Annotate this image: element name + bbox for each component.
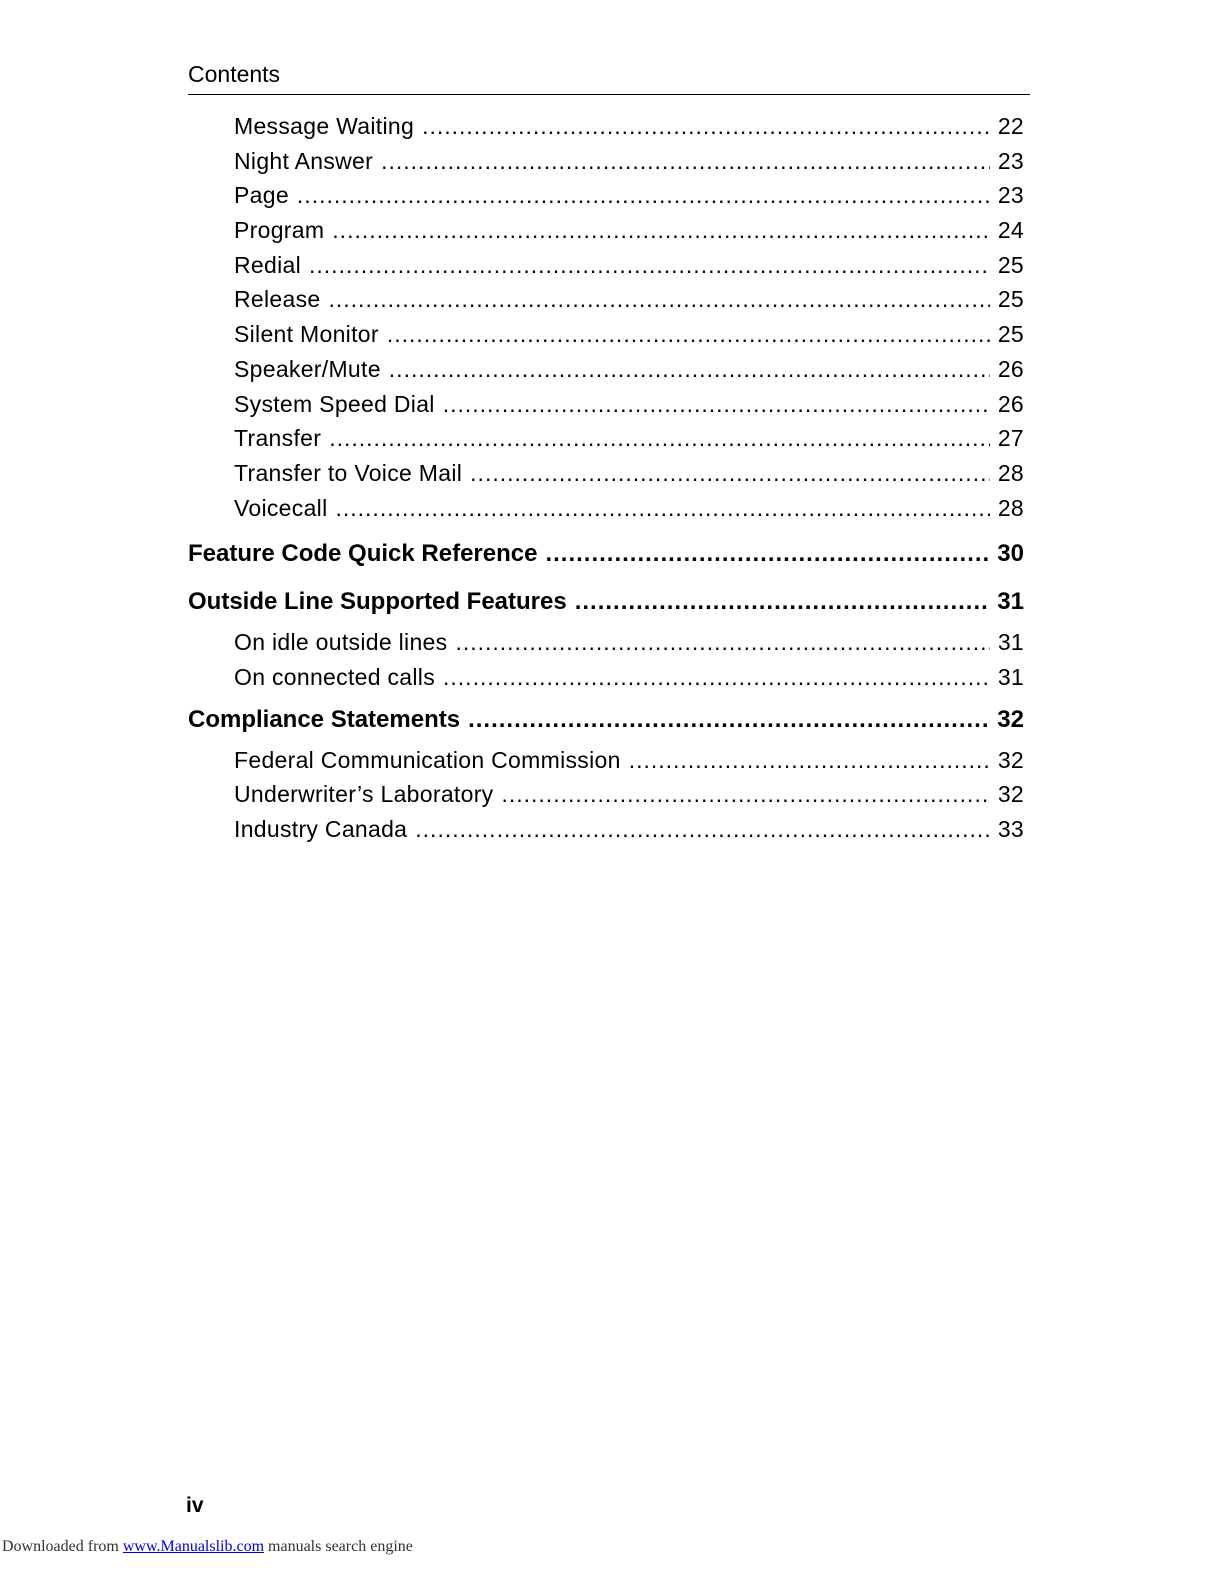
toc-entry-page: 32: [997, 781, 1024, 808]
toc-entry-label: On connected calls: [234, 663, 436, 690]
toc-section-label: Feature Code Quick Reference: [188, 540, 538, 568]
toc-entry-label: System Speed Dial: [234, 390, 435, 417]
toc-entry-page: 22: [997, 113, 1024, 139]
table-of-contents: [188, 108, 1024, 846]
dot-leader: [501, 776, 989, 811]
toc-entry-page: 33: [997, 816, 1024, 842]
page-number: iv: [186, 1494, 204, 1517]
toc-section-compliance-statements[interactable]: [188, 694, 1024, 742]
dot-leader: [309, 247, 990, 282]
toc-entry-release[interactable]: [188, 281, 1024, 316]
toc-entry-transfer-to-voice-mail[interactable]: [188, 455, 1024, 490]
toc-section-page: 32: [997, 705, 1024, 733]
toc-entry-page: 27: [997, 425, 1024, 452]
page-title: Contents: [188, 61, 281, 87]
toc-entry-label: Silent Monitor: [234, 321, 379, 348]
toc-entry-page: 26: [997, 355, 1024, 382]
header-rule: [188, 94, 1030, 95]
dot-leader: [381, 143, 990, 178]
toc-entry-label: Page: [234, 182, 289, 209]
footer-prefix: Downloaded from: [2, 1538, 123, 1555]
toc-section-feature-code-quick-reference[interactable]: [188, 528, 1024, 576]
dot-leader: [545, 532, 989, 576]
toc-entry-night-answer[interactable]: [188, 143, 1024, 178]
dot-leader: [455, 624, 989, 659]
toc-entry-message-waiting[interactable]: [188, 108, 1024, 143]
toc-entry-page: 23: [997, 182, 1024, 209]
toc-entry-label: Transfer to Voice Mail: [234, 459, 463, 486]
dot-leader: [443, 659, 990, 694]
toc-entry-label: Underwriter’s Laboratory: [234, 781, 494, 808]
toc-entry-label: Speaker/Mute: [234, 355, 381, 382]
toc-entry-silent-monitor[interactable]: [188, 316, 1024, 351]
dot-leader: [297, 177, 990, 212]
toc-entry-voicecall[interactable]: [188, 490, 1024, 525]
toc-entry-page: 23: [997, 147, 1024, 174]
toc-entry-page: 25: [997, 286, 1024, 313]
download-footer: [2, 1538, 413, 1556]
dot-leader: [415, 811, 990, 846]
toc-entry-page: 32: [997, 746, 1024, 773]
dot-leader: [387, 316, 990, 351]
toc-entry-on-idle-outside-lines[interactable]: [188, 624, 1024, 659]
toc-entry-page: 24: [997, 217, 1024, 244]
toc-entry-underwriters-laboratory[interactable]: [188, 776, 1024, 811]
toc-entry-label: Federal Communication Commission: [234, 746, 621, 773]
toc-entry-speaker-mute[interactable]: [188, 351, 1024, 386]
toc-entry-label: Night Answer: [234, 147, 374, 174]
toc-entry-label: Voicecall: [234, 494, 328, 521]
dot-leader: [422, 108, 990, 143]
footer-suffix: manuals search engine: [264, 1538, 413, 1555]
page-header: [188, 60, 1030, 95]
toc-entry-page: 28: [997, 494, 1024, 521]
dot-leader: [329, 420, 990, 455]
toc-entry-page: 25: [997, 251, 1024, 278]
toc-section-label: Outside Line Supported Features: [188, 588, 567, 616]
dot-leader: [443, 386, 990, 421]
toc-entry-on-connected-calls[interactable]: [188, 659, 1024, 694]
toc-entry-page: 31: [997, 629, 1024, 656]
toc-entry-label: Transfer: [234, 425, 322, 452]
toc-entry-program[interactable]: [188, 212, 1024, 247]
toc-entry-industry-canada[interactable]: [188, 811, 1024, 846]
dot-leader: [329, 281, 990, 316]
dot-leader: [335, 490, 989, 525]
toc-entry-label: Redial: [234, 251, 302, 278]
toc-entry-label: On idle outside lines: [234, 629, 448, 656]
dot-leader: [468, 698, 989, 742]
toc-entry-page: 31: [997, 663, 1024, 690]
toc-entry-label: Release: [234, 286, 321, 313]
toc-section-label: Compliance Statements: [188, 705, 461, 733]
toc-entry-label: Industry Canada: [234, 816, 408, 842]
toc-section-page: 30: [997, 540, 1024, 568]
toc-entry-page: 28: [997, 459, 1024, 486]
toc-entry-system-speed-dial[interactable]: [188, 386, 1024, 421]
dot-leader: [389, 351, 990, 386]
dot-leader: [470, 455, 990, 490]
toc-entry-page: 25: [997, 321, 1024, 348]
toc-entry-redial[interactable]: [188, 247, 1024, 282]
toc-section-outside-line-supported-features[interactable]: [188, 576, 1024, 624]
dot-leader: [629, 742, 990, 777]
toc-entry-transfer[interactable]: [188, 420, 1024, 455]
toc-entry-federal-communication-commission[interactable]: [188, 742, 1024, 777]
toc-entry-label: Message Waiting: [234, 113, 415, 139]
toc-entry-page: 26: [997, 390, 1024, 417]
toc-section-page: 31: [997, 588, 1024, 616]
dot-leader: [332, 212, 990, 247]
toc-entry-page[interactable]: [188, 177, 1024, 212]
toc-entry-label: Program: [234, 217, 325, 244]
manualslib-link[interactable]: www.Manualslib.com: [122, 1538, 265, 1555]
dot-leader: [575, 580, 990, 624]
